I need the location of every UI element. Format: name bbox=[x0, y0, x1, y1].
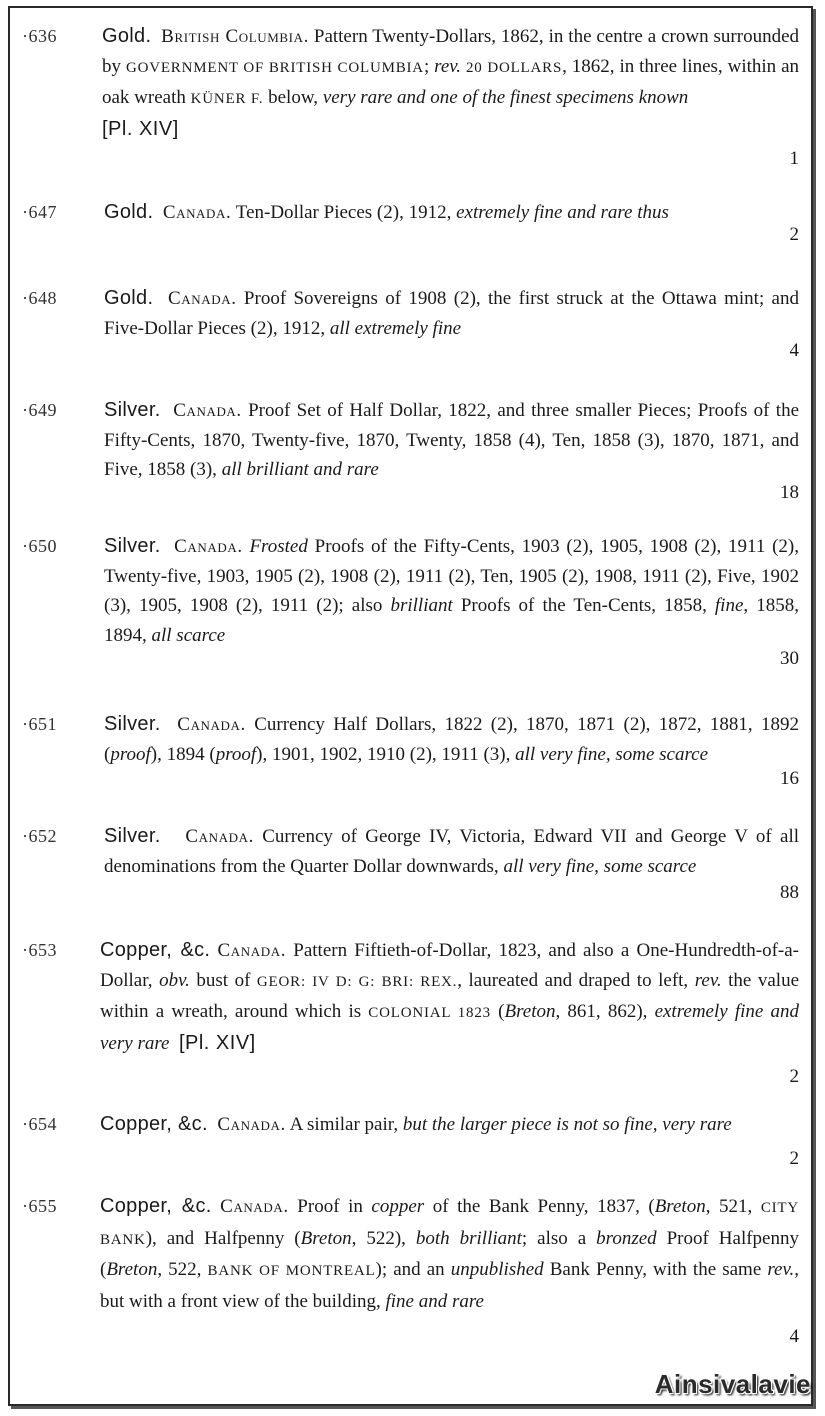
lot-quantity: 30 bbox=[780, 648, 799, 669]
region-label: Canada. bbox=[174, 536, 243, 557]
lot-number: ·654 bbox=[22, 1114, 57, 1134]
lot-description: Copper, &c. Canada. Pattern Fiftieth-of-Dollar, 1823, and also a One-Hundredth-of-a-Dollar, obv. bust of GEOR: IV D: G: BRI: REX., laureated and draped to left, rev. the value within a wreath, around which is COLONIAL 1823 (Breton, 861, 862), extremely fine and very rare [Pl. XIV] bbox=[100, 939, 800, 1054]
lot-entry-653 bbox=[10, 940, 815, 1090]
metal-label: Gold. bbox=[104, 201, 154, 223]
plate-reference: [Pl. XIV] bbox=[178, 1031, 256, 1054]
lot-quantity: 4 bbox=[789, 340, 799, 361]
lot-number: ·650 bbox=[22, 536, 57, 556]
region-label: Canada. bbox=[173, 400, 242, 421]
metal-label: Gold. bbox=[102, 25, 152, 47]
plate-reference: [Pl. XIV] bbox=[102, 117, 179, 140]
lot-number: ·655 bbox=[22, 1196, 57, 1216]
lot-number: ·647 bbox=[22, 202, 57, 222]
metal-label: Copper, &c. bbox=[100, 1195, 212, 1217]
lot-entry-650 bbox=[10, 536, 815, 686]
lot-description: Gold. British Columbia. Pattern Twenty-Dollars, 1862, in the centre a crown surrounded by GOVERNMENT OF BRITISH COLUMBIA; rev. 20 DOLLARS, 1862, in three lines, within an oak wreath KÜNER F. below, very rare and one of the finest specimens known [Pl. XIV] bbox=[102, 25, 800, 140]
lot-number: ·636 bbox=[22, 26, 57, 46]
lot-quantity: 4 bbox=[789, 1326, 799, 1347]
region-label: Canada. bbox=[217, 1114, 286, 1135]
metal-label: Silver. bbox=[104, 713, 161, 735]
lot-quantity: 18 bbox=[780, 482, 799, 503]
catalogue-page bbox=[8, 6, 813, 1406]
lot-number: ·648 bbox=[22, 288, 57, 308]
lot-description: Gold. Canada. Proof Sovereigns of 1908 (2), the first struck at the Ottawa mint; and Five-Dollar Pieces (2), 1912, all extremely fine bbox=[104, 287, 799, 339]
region-label: Canada. bbox=[162, 202, 232, 223]
region-label: Canada. bbox=[177, 714, 246, 735]
metal-label: Silver. bbox=[104, 399, 161, 421]
lot-description: Silver. Canada. Currency of George IV, Victoria, Edward VII and George V of all denominations from the Quarter Dollar downwards, all very fine, some scarce bbox=[104, 825, 799, 877]
metal-label: Copper, &c. bbox=[100, 1113, 208, 1135]
lot-number: ·653 bbox=[22, 940, 57, 960]
metal-label: Silver. bbox=[104, 535, 161, 557]
lot-description: Copper, &c. Canada. A similar pair, but the larger piece is not so fine, very rare bbox=[100, 1113, 732, 1135]
lot-quantity: 2 bbox=[789, 1066, 799, 1087]
lot-entry-654 bbox=[10, 1114, 815, 1174]
lot-description: Silver. Canada. Proof Set of Half Dollar, 1822, and three smaller Pieces; Proofs of the Fifty-Cents, 1870, Twenty-five, 1870, Twenty, 1858 (4), Ten, 1858 (3), 1870, 1871, and Five, 1858 (3), all brilliant and rare bbox=[104, 399, 799, 480]
lot-entry-648 bbox=[10, 288, 815, 376]
lot-description: Silver. Canada. Frosted Proofs of the Fifty-Cents, 1903 (2), 1905, 1908 (2), 1911 (2), Twenty-five, 1903, 1905 (2), 1908 (2), 1911 (2), Ten, 1905 (2), 1908, 1911 (2), Five, 1902 (3), 1905, 1908 (2), 1911 (2); also brilliant Proofs of the Ten-Cents, 1858, fine, 1858, 1894, all scarce bbox=[104, 535, 799, 646]
lot-quantity: 1 bbox=[789, 148, 799, 169]
lot-quantity: 88 bbox=[780, 882, 799, 903]
region-label: British Columbia. bbox=[161, 26, 309, 47]
watermark-logo: Ainsivalavie bbox=[654, 1369, 811, 1399]
lot-quantity: 16 bbox=[780, 768, 799, 789]
lot-description: Gold. Canada. Ten-Dollar Pieces (2), 1912, extremely fine and rare thus bbox=[104, 201, 669, 223]
lot-quantity: 2 bbox=[789, 224, 799, 245]
lot-number: ·651 bbox=[22, 714, 57, 734]
lot-entry-636 bbox=[10, 26, 815, 176]
lot-entry-647 bbox=[10, 202, 815, 262]
region-label: Canada. bbox=[168, 288, 237, 309]
lot-number: ·652 bbox=[22, 826, 57, 846]
metal-label: Copper, &c. bbox=[100, 939, 211, 961]
lot-number: ·649 bbox=[22, 400, 57, 420]
lot-quantity: 2 bbox=[789, 1148, 799, 1169]
region-label: Canada. bbox=[220, 1196, 289, 1217]
region-label: Canada. bbox=[217, 940, 287, 961]
lot-description: Copper, &c. Canada. Proof in copper of the Bank Penny, 1837, (Breton, 521, CITY BANK), and Halfpenny (Breton, 522), both brilliant; also a bronzed Proof Halfpenny (Breton, 522, BANK OF MONTREAL); and an unpublished Bank Penny, with the same rev., but with a front view of the building, fine and rare bbox=[100, 1195, 800, 1312]
lot-entry-649 bbox=[10, 400, 815, 516]
lot-entry-655 bbox=[10, 1196, 815, 1346]
metal-label: Silver. bbox=[104, 825, 161, 847]
lot-entry-652 bbox=[10, 826, 815, 916]
lot-entry-651 bbox=[10, 714, 815, 804]
metal-label: Gold. bbox=[104, 287, 154, 309]
region-label: Canada. bbox=[185, 826, 254, 847]
lot-description: Silver. Canada. Currency Half Dollars, 1822 (2), 1870, 1871 (2), 1872, 1881, 1892 (proof), 1894 (proof), 1901, 1902, 1910 (2), 1911 (3), all very fine, some scarce bbox=[104, 713, 799, 765]
